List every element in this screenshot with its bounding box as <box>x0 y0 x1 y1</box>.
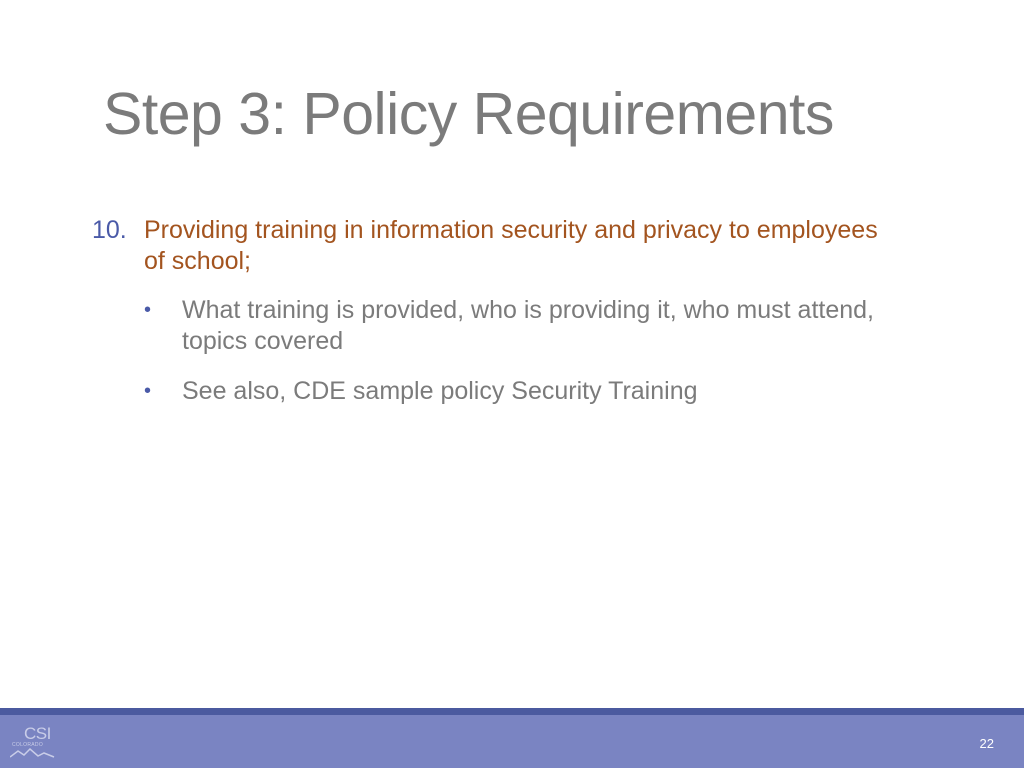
slide-title: Step 3: Policy Requirements <box>103 81 834 147</box>
sub-item <box>144 295 892 357</box>
slide-body <box>92 215 892 426</box>
mountain-logo-icon <box>10 747 56 759</box>
bullet-icon: • <box>144 299 152 321</box>
bullet-icon: • <box>144 380 152 402</box>
sub-item-text: What training is provided, who is providing it, who must attend, topics covered <box>182 296 875 355</box>
sub-item <box>144 376 892 407</box>
item-text: Providing training in information security and privacy to employees of school; <box>144 216 878 275</box>
logo-subtext: COLORADO <box>12 742 44 748</box>
csi-logo <box>10 724 56 764</box>
footer-divider <box>0 708 1024 715</box>
footer-bar <box>0 715 1024 768</box>
page-number: 22 <box>979 736 994 751</box>
numbered-item <box>92 215 892 277</box>
item-number: 10. <box>92 216 127 244</box>
sub-item-text: See also, CDE sample policy Security Training <box>182 377 698 405</box>
logo-text: CSI <box>24 724 51 743</box>
sub-list <box>92 295 892 407</box>
